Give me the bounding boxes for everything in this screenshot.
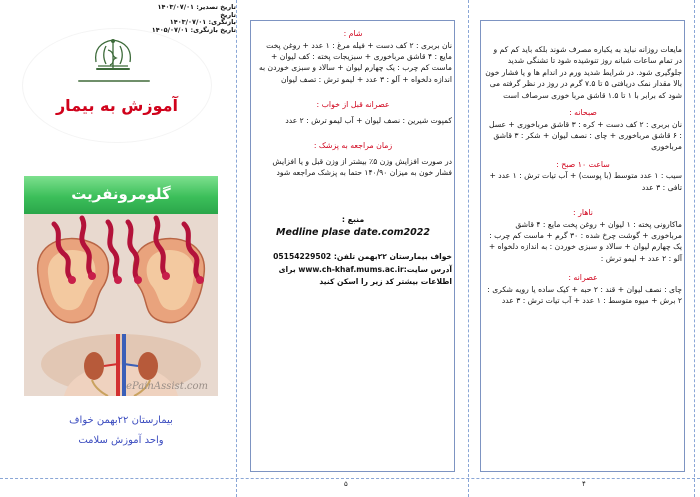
source-text: Medline plase date.com2022 — [276, 226, 430, 238]
snack-heading: ساعت ۱۰ صبح : — [556, 159, 610, 169]
bedtime-text: کمپوت شیرین : نصف لیوان + آب لیمو ترش : ۲ عدد — [285, 115, 452, 125]
page-guide — [0, 478, 700, 479]
date-line: تاریخ بازنگری: ۱۴۰۵/۰۷/۰۱ — [151, 25, 236, 34]
cover-title: آموزش به بیمار — [55, 96, 179, 115]
page-guide — [694, 0, 695, 497]
kidney-illustration — [24, 214, 218, 396]
page-number: ۴ — [582, 480, 586, 488]
unit-name: واحد آموزش سلامت — [78, 435, 164, 446]
contact-line: خواف بیمارستان ۲۲بهمن تلفن: 05154229502 — [273, 251, 452, 261]
intro-text: مایعات روزانه نباید به یکباره مصرف شوند بلکه باید کم کم و در تمام ساعات شبانه روز تنوشیده شود تا تشنگی شدید جلوگیری شود. در شرایط شدید ورم در اندام ها و یا فشار خون بالا مقدار نمک دریافتی ۵ تا ۷.۵ گرم در روز در نظر گرفته می شود که برابر با ۱ تا ۱.۵ قاشق مربا خوری سرصاف است — [485, 45, 682, 100]
banner-title: گلومرونفریت — [71, 185, 171, 203]
dinner-text: نان بربری : ۲ کف دست + فیله مرغ : ۱ عدد + روغن پخت مایع : ۴ قاشق مرباخوری + سبزیجات پخته : کف لیوان + ماست کم چرب : یک چهارم لیوان + سالاد و سبزی خوردن به اندازه دلخواه + آلو : ۳ عدد + لیمو ترش : تصف لیوان — [258, 40, 452, 84]
image-watermark: ePainAssist.com — [126, 381, 208, 392]
breakfast-text: نان بربری : ۲ کف دست + کره : ۳ قاشق مرباخوری + عسل : ۶ قاشق مرباخوری + چای : نصف لیوان + شکر : ۳ قاشق مرباخوری — [488, 119, 682, 152]
logo-caption-graphic — [74, 78, 154, 84]
hospital-name: بیمارستان ۲۲بهمن خواف — [69, 415, 173, 426]
bedtime-heading: عصرانه قبل از خواب : — [316, 100, 390, 110]
snack-text: سیب : ۱ عدد متوسط (با پوست) + آب تیات ترش : ۱ عدد + تافی : ۳ عدد — [489, 171, 682, 192]
afternoon-heading: عصرانه : — [568, 273, 598, 283]
right-column — [484, 44, 682, 307]
date-line: تاریخ تصدیر: ۱۴۰۳/۰۷/۰۱ — [157, 3, 236, 11]
condition-banner — [24, 176, 218, 214]
followup-text: در صورت افزایش وزن ۵٪ بیشتر از وزن قبل و یا افزایش فشار خون به میزان ۱۴۰/۹۰ حتما به پزشک مراجعه شود — [272, 156, 452, 177]
source-heading: منبع : — [341, 215, 365, 225]
date-line: تاریخ — [220, 10, 236, 19]
university-logo-icon — [70, 36, 156, 74]
lunch-text: ماکارونی پخته : ۱ لیوان + روغن پخت مایع : ۴ قاشق مرباخوری + گوشت چرخ شده : ۳۰ گرم + ماست کم چرب : یک چهارم لیوان + سالاد و سبزی خوردن : به اندازه دلخواه + آلو : ۲ عدد + لیمو ترش : — [488, 219, 682, 263]
kidney-anatomy-image — [24, 214, 218, 396]
followup-heading: زمان مراجعه به پزشک : — [313, 141, 393, 151]
website-line: آدرس سایت:www.ch-khaf.mums.ac.ir برای اطلاعات بیشتر کد زیر را اسکن کنید — [278, 265, 452, 286]
dinner-heading: شام : — [343, 29, 363, 38]
cover-panel — [0, 0, 236, 497]
afternoon-text: چای : نصف لیوان + قند : ۲ حبه + کیک ساده یا رویه شکری : ۲ برش + میوه متوسط : ۱ عدد + آب تیات ترش : ۳ عدد — [487, 284, 682, 306]
page-number: ۵ — [344, 480, 348, 488]
cover-footer — [24, 411, 218, 451]
breakfast-heading: صبحانه : — [569, 108, 597, 118]
page-guide — [236, 0, 237, 497]
date-line: بازنگری: ۱۴۰۳/۰۷/۰۱ — [169, 18, 236, 27]
middle-column — [254, 28, 452, 287]
page-guide — [468, 0, 469, 497]
lunch-heading: ناهار : — [573, 208, 593, 218]
